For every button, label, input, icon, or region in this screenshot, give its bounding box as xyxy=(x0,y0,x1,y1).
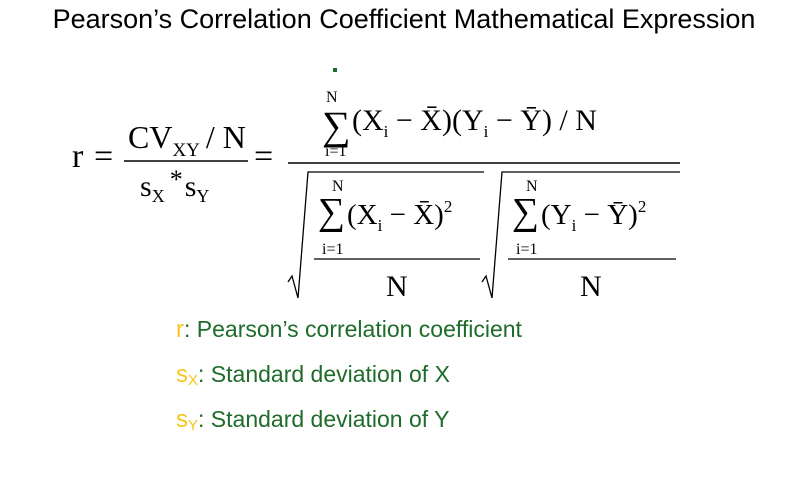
equals-sign-1: = xyxy=(94,138,114,175)
denominator-y-n: N xyxy=(580,270,602,303)
sum-sign-y: ∑ xyxy=(512,191,540,233)
sum-lower-x: i=1 xyxy=(322,241,344,258)
sum-upper-num: N xyxy=(326,89,338,106)
r-symbol: r xyxy=(72,138,84,175)
equals-sign-2: = xyxy=(254,138,274,175)
sum-sign-num: ∑ xyxy=(322,103,351,148)
sum-lower-y: i=1 xyxy=(516,241,538,258)
std-product-denominator: $s_X*s_Y$ xyxy=(140,165,210,206)
pearson-formula xyxy=(60,60,760,310)
sum-lower-num: i=1 xyxy=(325,143,347,160)
sum-upper-x: N xyxy=(332,178,344,195)
sum-upper-y: N xyxy=(526,178,538,195)
legend xyxy=(176,316,522,451)
legend-symbol: $s_Y$ xyxy=(176,406,199,434)
legend-description: : Pearson’s correlation coefficient xyxy=(184,316,522,342)
denominator-x-n: N xyxy=(386,270,408,303)
legend-symbol: $s_X$ xyxy=(176,361,199,389)
legend-description: : Standard deviation of Y xyxy=(198,406,450,432)
denominator-y-expression: ($Y_i$ − Ȳ)$^2$ xyxy=(541,197,647,235)
sum-sign-x: ∑ xyxy=(318,191,346,233)
denominator-x-expression: ($X_i$ − X̄)$^2$ xyxy=(347,197,453,235)
legend-item-sy xyxy=(176,406,522,451)
numerator-expression: ($X_i$ − $X̄)(Y_i$ − Ȳ) / N xyxy=(352,104,597,141)
formula-svg xyxy=(60,60,760,310)
page-title: Pearson’s Correlation Coefficient Mathematical Expression xyxy=(52,4,756,34)
green-dot-mark xyxy=(333,68,337,72)
legend-symbol: r xyxy=(176,316,184,343)
legend-item-r xyxy=(176,316,522,361)
legend-item-sx xyxy=(176,361,522,406)
cov-numerator: $CV_{XY}$ / N xyxy=(128,119,246,161)
legend-description: : Standard deviation of X xyxy=(198,361,450,387)
